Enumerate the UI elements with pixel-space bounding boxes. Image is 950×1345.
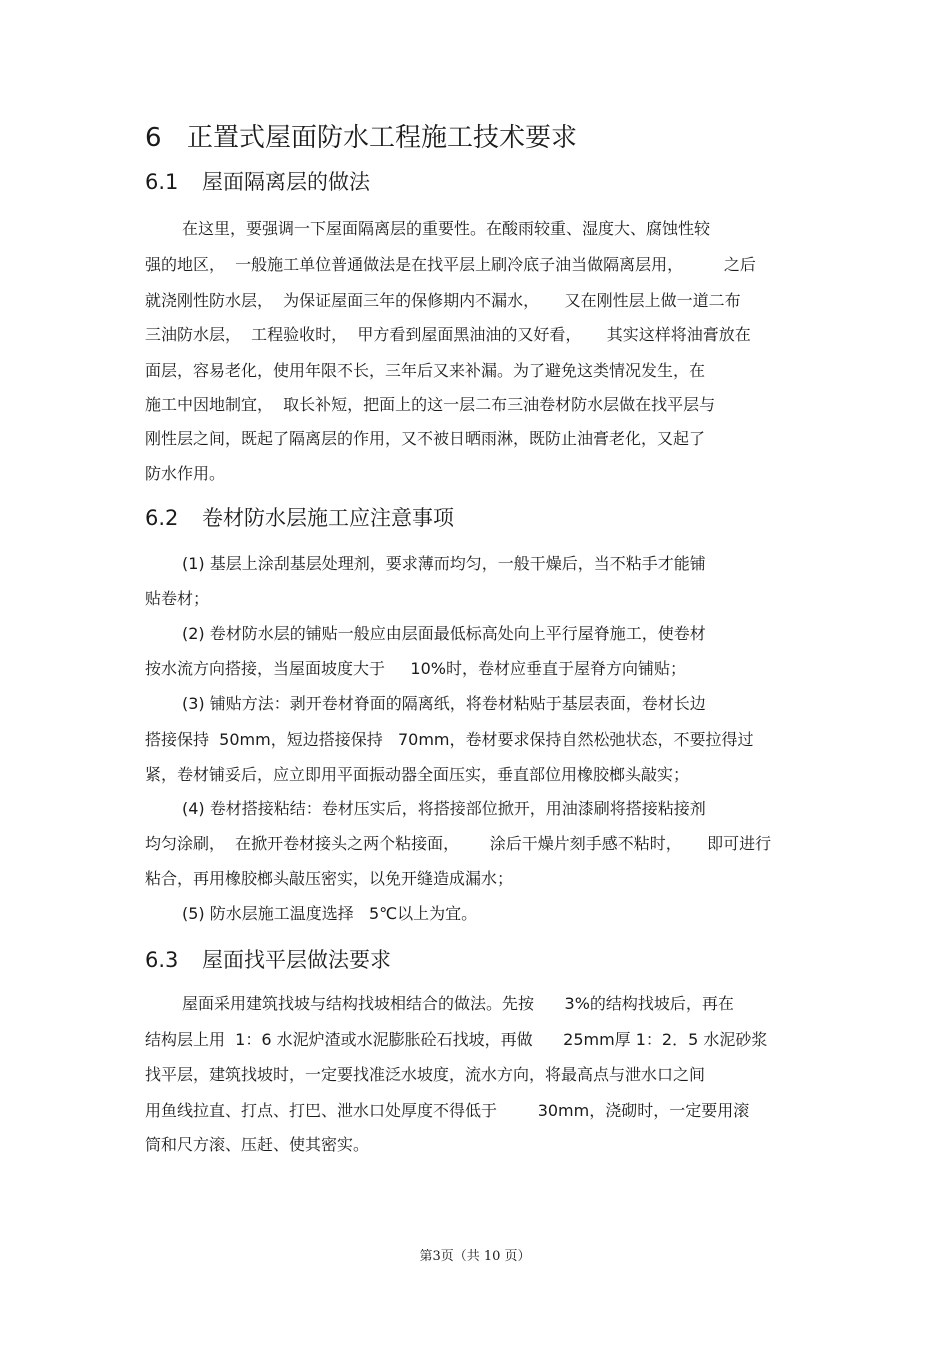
document-title — [145, 120, 577, 156]
title-number: 6 — [145, 123, 162, 153]
list-item-line: 贴卷材； — [145, 589, 210, 608]
paragraph-line: 找平层，建筑找坡时，一定要找准泛水坡度，流水方向，将最高点与泄水口之间 — [145, 1065, 706, 1084]
paragraph-line: 在这里，要强调一下屋面隔离层的重要性。在酸雨较重、湿度大、腐蚀性较 — [182, 219, 711, 238]
paragraph-line: 面层，容易老化，使用年限不长，三年后又来补漏。为了避免这类情况发生，在 — [145, 361, 706, 380]
list-item-line: 按水流方向搭接，当屋面坡度大于 10%时，卷材应垂直于屋脊方向铺贴； — [145, 659, 686, 678]
section-heading-6-3 — [145, 945, 391, 975]
list-item-line: (1) 基层上涂刮基层处理剂，要求薄而均匀，一般干燥后，当不粘手才能铺 — [182, 554, 706, 573]
list-item-line: 紧，卷材铺妥后，应立即用平面振动器全面压实，垂直部位用橡胶榔头敲实； — [145, 765, 690, 784]
paragraph-line: 防水作用。 — [145, 464, 226, 483]
list-item-line: (2) 卷材防水层的铺贴一般应由层面最低标高处向上平行屋脊施工，使卷材 — [182, 624, 706, 643]
paragraph-line: 强的地区， 一般施工单位普通做法是在找平层上刷冷底子油当做隔离层用， 之后 — [145, 255, 756, 274]
paragraph-line: 结构层上用 1：6 水泥炉渣或水泥膨胀砼石找坡，再做 25mm厚 1：2．5 水泥砂浆 — [145, 1030, 768, 1049]
section-number: 6.1 — [145, 170, 179, 194]
list-item-line: (4) 卷材搭接粘结：卷材压实后，将搭接部位掀开，用油漆刷将搭接粘接剂 — [182, 799, 706, 818]
section-number: 6.2 — [145, 506, 179, 530]
paragraph-line: 三油防水层， 工程验收时， 甲方看到屋面黑油油的又好看， 其实这样将油膏放在 — [145, 325, 751, 344]
paragraph-line: 屋面采用建筑找坡与结构找坡相结合的做法。先按 3%的结构找坡后，再在 — [182, 994, 734, 1013]
paragraph-line: 筒和尺方滚、压赶、使其密实。 — [145, 1135, 370, 1154]
section-heading-6-1 — [145, 167, 370, 197]
list-item-line: 均匀涂刷， 在掀开卷材接头之两个粘接面， 涂后干燥片刻手感不粘时， 即可进行 — [145, 834, 772, 853]
section-heading-6-2 — [145, 503, 454, 533]
list-item-line: 搭接保持 50mm，短边搭接保持 70mm，卷材要求保持自然松弛状态，不要拉得过 — [145, 730, 754, 749]
list-item-line: (3) 铺贴方法：剥开卷材脊面的隔离纸，将卷材粘贴于基层表面，卷材长边 — [182, 694, 706, 713]
section-title: 屋面隔离层的做法 — [202, 170, 370, 194]
section-title: 卷材防水层施工应注意事项 — [202, 506, 454, 530]
section-title: 屋面找平层做法要求 — [202, 948, 391, 972]
title-text: 正置式屋面防水工程施工技术要求 — [187, 123, 578, 153]
section-number: 6.3 — [145, 948, 179, 972]
list-item-line: (5) 防水层施工温度选择 5℃以上为宜。 — [182, 904, 478, 923]
paragraph-line: 施工中因地制宜， 取长补短，把面上的这一层二布三油卷材防水层做在找平层与 — [145, 395, 716, 414]
paragraph-line: 就浇刚性防水层， 为保证屋面三年的保修期内不漏水， 又在刚性层上做一道二布 — [145, 291, 741, 310]
paragraph-line: 刚性层之间，既起了隔离层的作用，又不被日晒雨淋，既防止油膏老化，又起了 — [145, 429, 706, 448]
paragraph-line: 用鱼线拉直、打点、打巴、泄水口处厚度不得低于 30mm，浇砌时，一定要用滚 — [145, 1101, 750, 1120]
list-item-line: 粘合，再用橡胶榔头敲压密实，以免开缝造成漏水； — [145, 869, 514, 888]
page-footer: 第3页（共 10 页） — [419, 1249, 531, 1264]
